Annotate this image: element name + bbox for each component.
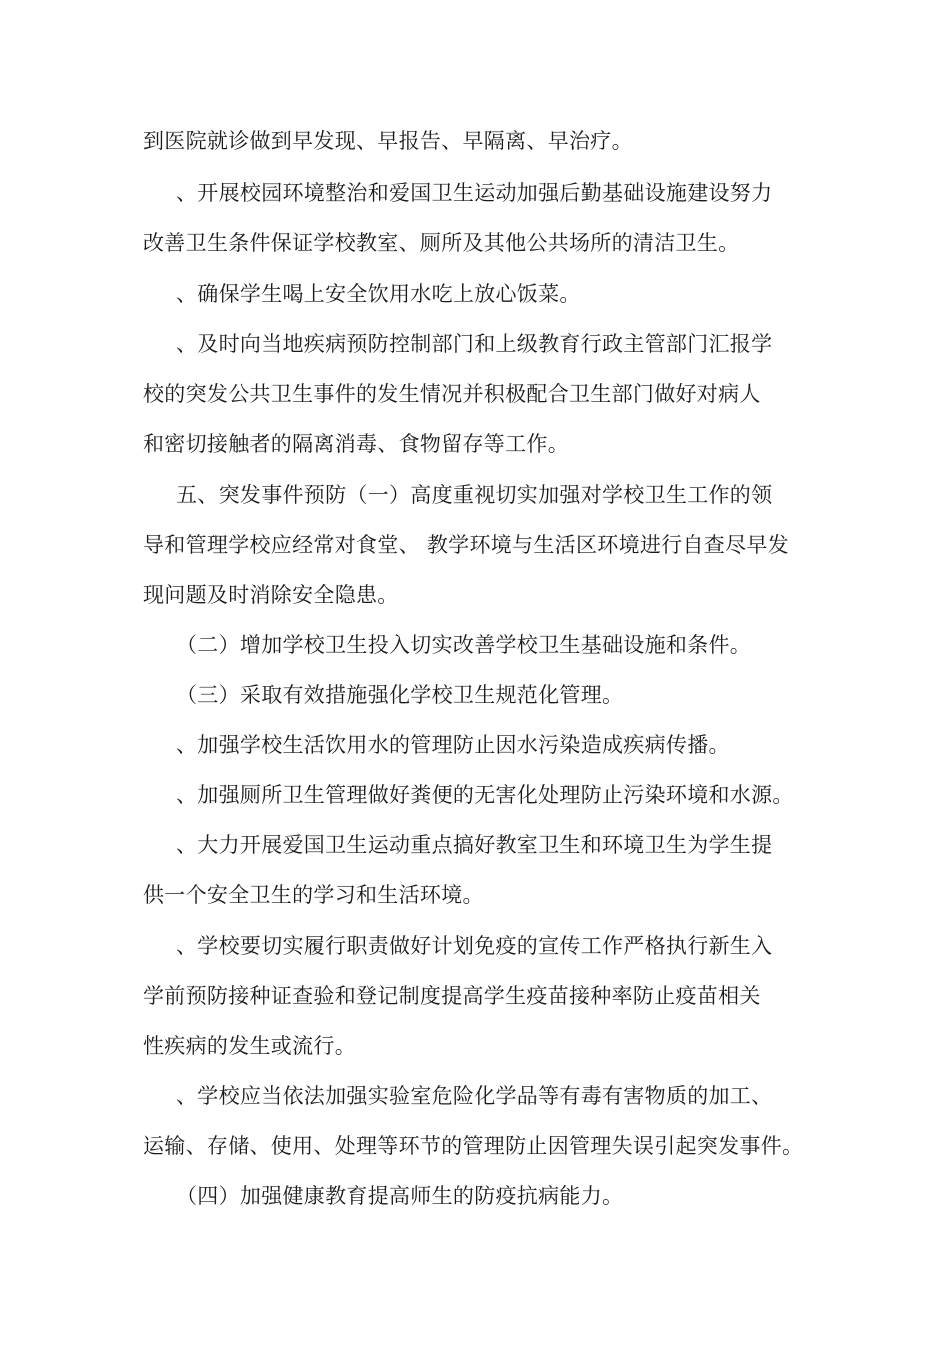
text-line: 、及时向当地疾病预防控制部门和上级教育行政主管部门汇报学 bbox=[176, 332, 773, 356]
text-line: 、学校应当依法加强实验室危险化学品等有毒有害物质的加工、 bbox=[176, 1084, 773, 1108]
text-line: （四）加强健康教育提高师生的防疫抗病能力。 bbox=[176, 1184, 624, 1208]
text-line: 、大力开展爱国卫生运动重点搞好教室卫生和环境卫生为学生提 bbox=[176, 833, 773, 857]
text-line: 、确保学生喝上安全饮用水吃上放心饭菜。 bbox=[176, 282, 581, 306]
text-line: 、加强学校生活饮用水的管理防止因水污染造成疾病传播。 bbox=[176, 733, 730, 757]
text-line: 现问题及时消除安全隐患。 bbox=[143, 583, 399, 607]
text-line: 、开展校园环境整治和爱国卫生运动加强后勤基础设施建设努力 bbox=[176, 181, 773, 205]
text-line: （二）增加学校卫生投入切实改善学校卫生基础设施和条件。 bbox=[176, 633, 752, 657]
text-line: 导和管理学校应经常对食堂、 教学环境与生活区环境进行自查尽早发 bbox=[143, 533, 789, 557]
text-line: 校的突发公共卫生事件的发生情况并积极配合卫生部门做好对病人 bbox=[143, 382, 761, 406]
text-line: （三）采取有效措施强化学校卫生规范化管理。 bbox=[176, 683, 624, 707]
text-line: 性疾病的发生或流行。 bbox=[143, 1034, 356, 1058]
text-line: 运输、存储、使用、处理等环节的管理防止因管理失误引起突发事件。 bbox=[143, 1134, 804, 1158]
text-line: 、加强厕所卫生管理做好粪便的无害化处理防止污染环境和水源。 bbox=[176, 783, 794, 807]
text-line: 到医院就诊做到早发现、早报告、早隔离、早治疗。 bbox=[143, 129, 633, 153]
text-line: 五、突发事件预防（一）高度重视切实加强对学校卫生工作的领 bbox=[176, 483, 773, 507]
text-line: 改善卫生条件保证学校教室、厕所及其他公共场所的清洁卫生。 bbox=[143, 231, 740, 255]
text-line: 、学校要切实履行职责做好计划免疫的宣传工作严格执行新生入 bbox=[176, 934, 773, 958]
text-line: 供一个安全卫生的学习和生活环境。 bbox=[143, 883, 484, 907]
text-line: 和密切接触者的隔离消毒、食物留存等工作。 bbox=[143, 432, 569, 456]
text-line: 学前预防接种证查验和登记制度提高学生疫苗接种率防止疫苗相关 bbox=[143, 984, 761, 1008]
